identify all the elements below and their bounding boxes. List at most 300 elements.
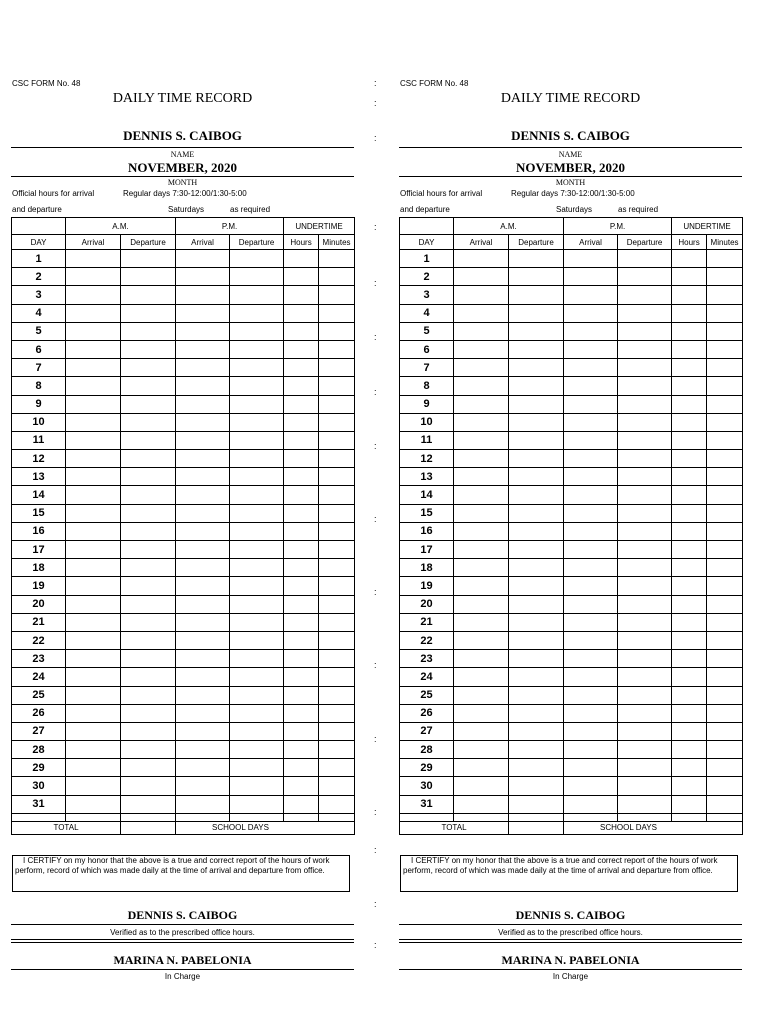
am-departure-cell[interactable] bbox=[509, 268, 564, 286]
undertime-hours-cell[interactable] bbox=[284, 377, 319, 395]
pm-arrival-cell[interactable] bbox=[564, 359, 618, 377]
am-departure-cell[interactable] bbox=[121, 595, 176, 613]
am-departure-cell[interactable] bbox=[509, 359, 564, 377]
pm-arrival-cell[interactable] bbox=[564, 304, 618, 322]
pm-arrival-cell[interactable] bbox=[176, 722, 230, 740]
am-departure-cell[interactable] bbox=[121, 468, 176, 486]
pm-arrival-cell[interactable] bbox=[564, 395, 618, 413]
am-arrival-cell[interactable] bbox=[66, 577, 121, 595]
undertime-hours-cell[interactable] bbox=[672, 704, 707, 722]
pm-arrival-cell[interactable] bbox=[564, 377, 618, 395]
pm-arrival-cell[interactable] bbox=[176, 650, 230, 668]
am-arrival-cell[interactable] bbox=[454, 668, 509, 686]
undertime-minutes-cell[interactable] bbox=[707, 450, 743, 468]
pm-arrival-cell[interactable] bbox=[564, 340, 618, 358]
am-departure-cell[interactable] bbox=[509, 377, 564, 395]
undertime-minutes-cell[interactable] bbox=[319, 431, 355, 449]
am-arrival-cell[interactable] bbox=[454, 595, 509, 613]
pm-arrival-cell[interactable] bbox=[564, 322, 618, 340]
pm-arrival-cell[interactable] bbox=[176, 522, 230, 540]
am-departure-cell[interactable] bbox=[509, 413, 564, 431]
undertime-minutes-cell[interactable] bbox=[707, 541, 743, 559]
pm-arrival-cell[interactable] bbox=[176, 431, 230, 449]
undertime-hours-cell[interactable] bbox=[672, 359, 707, 377]
undertime-minutes-cell[interactable] bbox=[707, 577, 743, 595]
undertime-hours-cell[interactable] bbox=[284, 795, 319, 813]
undertime-minutes-cell[interactable] bbox=[319, 359, 355, 377]
pm-departure-cell[interactable] bbox=[230, 359, 284, 377]
am-departure-cell[interactable] bbox=[121, 413, 176, 431]
am-arrival-cell[interactable] bbox=[454, 777, 509, 795]
undertime-hours-cell[interactable] bbox=[672, 559, 707, 577]
undertime-minutes-cell[interactable] bbox=[707, 613, 743, 631]
pm-departure-cell[interactable] bbox=[230, 377, 284, 395]
undertime-hours-cell[interactable] bbox=[284, 504, 319, 522]
pm-arrival-cell[interactable] bbox=[176, 486, 230, 504]
am-arrival-cell[interactable] bbox=[454, 704, 509, 722]
am-departure-cell[interactable] bbox=[121, 541, 176, 559]
pm-arrival-cell[interactable] bbox=[176, 286, 230, 304]
pm-arrival-cell[interactable] bbox=[564, 613, 618, 631]
undertime-hours-cell[interactable] bbox=[672, 431, 707, 449]
pm-departure-cell[interactable] bbox=[230, 450, 284, 468]
undertime-minutes-cell[interactable] bbox=[319, 631, 355, 649]
am-arrival-cell[interactable] bbox=[454, 450, 509, 468]
undertime-hours-cell[interactable] bbox=[672, 250, 707, 268]
pm-departure-cell[interactable] bbox=[230, 340, 284, 358]
am-arrival-cell[interactable] bbox=[66, 304, 121, 322]
am-departure-cell[interactable] bbox=[121, 286, 176, 304]
am-departure-cell[interactable] bbox=[509, 559, 564, 577]
am-arrival-cell[interactable] bbox=[66, 486, 121, 504]
pm-departure-cell[interactable] bbox=[230, 668, 284, 686]
undertime-minutes-cell[interactable] bbox=[319, 795, 355, 813]
pm-departure-cell[interactable] bbox=[618, 631, 672, 649]
pm-departure-cell[interactable] bbox=[618, 486, 672, 504]
undertime-hours-cell[interactable] bbox=[672, 268, 707, 286]
am-arrival-cell[interactable] bbox=[454, 377, 509, 395]
am-arrival-cell[interactable] bbox=[454, 613, 509, 631]
undertime-hours-cell[interactable] bbox=[672, 450, 707, 468]
undertime-hours-cell[interactable] bbox=[672, 613, 707, 631]
undertime-hours-cell[interactable] bbox=[672, 413, 707, 431]
am-arrival-cell[interactable] bbox=[66, 777, 121, 795]
undertime-hours-cell[interactable] bbox=[284, 268, 319, 286]
am-departure-cell[interactable] bbox=[509, 668, 564, 686]
undertime-minutes-cell[interactable] bbox=[319, 486, 355, 504]
undertime-hours-cell[interactable] bbox=[672, 777, 707, 795]
undertime-hours-cell[interactable] bbox=[284, 431, 319, 449]
pm-arrival-cell[interactable] bbox=[564, 650, 618, 668]
undertime-minutes-cell[interactable] bbox=[319, 377, 355, 395]
am-arrival-cell[interactable] bbox=[66, 613, 121, 631]
pm-departure-cell[interactable] bbox=[618, 795, 672, 813]
undertime-hours-cell[interactable] bbox=[284, 650, 319, 668]
pm-arrival-cell[interactable] bbox=[564, 250, 618, 268]
am-departure-cell[interactable] bbox=[121, 304, 176, 322]
pm-departure-cell[interactable] bbox=[230, 413, 284, 431]
pm-arrival-cell[interactable] bbox=[176, 559, 230, 577]
pm-departure-cell[interactable] bbox=[230, 395, 284, 413]
undertime-minutes-cell[interactable] bbox=[319, 468, 355, 486]
am-departure-cell[interactable] bbox=[509, 431, 564, 449]
undertime-minutes-cell[interactable] bbox=[707, 359, 743, 377]
pm-departure-cell[interactable] bbox=[230, 704, 284, 722]
pm-departure-cell[interactable] bbox=[618, 704, 672, 722]
am-arrival-cell[interactable] bbox=[66, 395, 121, 413]
undertime-minutes-cell[interactable] bbox=[319, 286, 355, 304]
pm-arrival-cell[interactable] bbox=[176, 613, 230, 631]
pm-arrival-cell[interactable] bbox=[564, 268, 618, 286]
undertime-minutes-cell[interactable] bbox=[319, 395, 355, 413]
pm-departure-cell[interactable] bbox=[618, 541, 672, 559]
undertime-minutes-cell[interactable] bbox=[707, 322, 743, 340]
undertime-minutes-cell[interactable] bbox=[707, 631, 743, 649]
undertime-minutes-cell[interactable] bbox=[319, 322, 355, 340]
am-arrival-cell[interactable] bbox=[66, 759, 121, 777]
pm-arrival-cell[interactable] bbox=[176, 304, 230, 322]
undertime-hours-cell[interactable] bbox=[284, 595, 319, 613]
undertime-hours-cell[interactable] bbox=[672, 650, 707, 668]
undertime-hours-cell[interactable] bbox=[284, 468, 319, 486]
pm-departure-cell[interactable] bbox=[230, 486, 284, 504]
am-departure-cell[interactable] bbox=[509, 522, 564, 540]
pm-arrival-cell[interactable] bbox=[176, 595, 230, 613]
undertime-hours-cell[interactable] bbox=[672, 504, 707, 522]
undertime-hours-cell[interactable] bbox=[284, 759, 319, 777]
pm-arrival-cell[interactable] bbox=[564, 450, 618, 468]
am-departure-cell[interactable] bbox=[121, 741, 176, 759]
undertime-hours-cell[interactable] bbox=[284, 559, 319, 577]
pm-arrival-cell[interactable] bbox=[564, 504, 618, 522]
am-arrival-cell[interactable] bbox=[66, 559, 121, 577]
am-departure-cell[interactable] bbox=[509, 595, 564, 613]
pm-arrival-cell[interactable] bbox=[564, 468, 618, 486]
am-departure-cell[interactable] bbox=[121, 395, 176, 413]
pm-departure-cell[interactable] bbox=[230, 795, 284, 813]
am-arrival-cell[interactable] bbox=[66, 286, 121, 304]
am-arrival-cell[interactable] bbox=[66, 340, 121, 358]
undertime-minutes-cell[interactable] bbox=[319, 722, 355, 740]
pm-departure-cell[interactable] bbox=[230, 686, 284, 704]
am-arrival-cell[interactable] bbox=[66, 377, 121, 395]
am-departure-cell[interactable] bbox=[509, 450, 564, 468]
pm-arrival-cell[interactable] bbox=[176, 322, 230, 340]
am-departure-cell[interactable] bbox=[509, 741, 564, 759]
pm-arrival-cell[interactable] bbox=[564, 759, 618, 777]
undertime-hours-cell[interactable] bbox=[672, 377, 707, 395]
am-departure-cell[interactable] bbox=[509, 722, 564, 740]
undertime-hours-cell[interactable] bbox=[284, 322, 319, 340]
undertime-minutes-cell[interactable] bbox=[319, 741, 355, 759]
am-arrival-cell[interactable] bbox=[454, 413, 509, 431]
am-arrival-cell[interactable] bbox=[66, 741, 121, 759]
am-departure-cell[interactable] bbox=[509, 777, 564, 795]
am-departure-cell[interactable] bbox=[121, 504, 176, 522]
am-departure-cell[interactable] bbox=[121, 559, 176, 577]
pm-arrival-cell[interactable] bbox=[564, 686, 618, 704]
undertime-hours-cell[interactable] bbox=[284, 613, 319, 631]
am-departure-cell[interactable] bbox=[509, 704, 564, 722]
pm-departure-cell[interactable] bbox=[618, 304, 672, 322]
am-arrival-cell[interactable] bbox=[454, 322, 509, 340]
pm-departure-cell[interactable] bbox=[230, 522, 284, 540]
am-arrival-cell[interactable] bbox=[66, 650, 121, 668]
undertime-hours-cell[interactable] bbox=[672, 686, 707, 704]
undertime-minutes-cell[interactable] bbox=[707, 468, 743, 486]
undertime-minutes-cell[interactable] bbox=[707, 686, 743, 704]
pm-arrival-cell[interactable] bbox=[564, 595, 618, 613]
am-arrival-cell[interactable] bbox=[454, 650, 509, 668]
am-arrival-cell[interactable] bbox=[454, 304, 509, 322]
undertime-hours-cell[interactable] bbox=[284, 340, 319, 358]
pm-arrival-cell[interactable] bbox=[176, 268, 230, 286]
am-arrival-cell[interactable] bbox=[454, 250, 509, 268]
undertime-hours-cell[interactable] bbox=[672, 468, 707, 486]
undertime-hours-cell[interactable] bbox=[672, 322, 707, 340]
pm-arrival-cell[interactable] bbox=[176, 468, 230, 486]
am-arrival-cell[interactable] bbox=[66, 686, 121, 704]
undertime-hours-cell[interactable] bbox=[672, 759, 707, 777]
undertime-hours-cell[interactable] bbox=[672, 631, 707, 649]
pm-departure-cell[interactable] bbox=[618, 777, 672, 795]
am-departure-cell[interactable] bbox=[121, 359, 176, 377]
undertime-minutes-cell[interactable] bbox=[319, 268, 355, 286]
pm-arrival-cell[interactable] bbox=[176, 340, 230, 358]
pm-arrival-cell[interactable] bbox=[176, 504, 230, 522]
undertime-hours-cell[interactable] bbox=[284, 250, 319, 268]
undertime-minutes-cell[interactable] bbox=[707, 595, 743, 613]
pm-departure-cell[interactable] bbox=[618, 413, 672, 431]
undertime-hours-cell[interactable] bbox=[284, 304, 319, 322]
undertime-minutes-cell[interactable] bbox=[707, 286, 743, 304]
pm-arrival-cell[interactable] bbox=[564, 286, 618, 304]
undertime-hours-cell[interactable] bbox=[284, 722, 319, 740]
pm-departure-cell[interactable] bbox=[618, 250, 672, 268]
undertime-hours-cell[interactable] bbox=[672, 741, 707, 759]
undertime-minutes-cell[interactable] bbox=[707, 759, 743, 777]
undertime-minutes-cell[interactable] bbox=[319, 504, 355, 522]
pm-arrival-cell[interactable] bbox=[176, 413, 230, 431]
am-arrival-cell[interactable] bbox=[66, 450, 121, 468]
am-arrival-cell[interactable] bbox=[454, 795, 509, 813]
undertime-minutes-cell[interactable] bbox=[707, 704, 743, 722]
am-departure-cell[interactable] bbox=[121, 631, 176, 649]
am-arrival-cell[interactable] bbox=[66, 722, 121, 740]
undertime-hours-cell[interactable] bbox=[284, 286, 319, 304]
undertime-hours-cell[interactable] bbox=[284, 450, 319, 468]
undertime-minutes-cell[interactable] bbox=[707, 431, 743, 449]
undertime-hours-cell[interactable] bbox=[284, 359, 319, 377]
undertime-minutes-cell[interactable] bbox=[319, 595, 355, 613]
am-arrival-cell[interactable] bbox=[66, 268, 121, 286]
pm-departure-cell[interactable] bbox=[618, 395, 672, 413]
pm-departure-cell[interactable] bbox=[618, 668, 672, 686]
undertime-minutes-cell[interactable] bbox=[707, 250, 743, 268]
pm-arrival-cell[interactable] bbox=[564, 559, 618, 577]
pm-departure-cell[interactable] bbox=[618, 468, 672, 486]
am-departure-cell[interactable] bbox=[509, 322, 564, 340]
am-departure-cell[interactable] bbox=[509, 250, 564, 268]
pm-departure-cell[interactable] bbox=[230, 250, 284, 268]
pm-departure-cell[interactable] bbox=[618, 759, 672, 777]
undertime-minutes-cell[interactable] bbox=[319, 340, 355, 358]
pm-arrival-cell[interactable] bbox=[564, 704, 618, 722]
am-departure-cell[interactable] bbox=[121, 668, 176, 686]
pm-departure-cell[interactable] bbox=[230, 631, 284, 649]
undertime-hours-cell[interactable] bbox=[284, 395, 319, 413]
undertime-minutes-cell[interactable] bbox=[707, 268, 743, 286]
undertime-hours-cell[interactable] bbox=[284, 486, 319, 504]
undertime-minutes-cell[interactable] bbox=[707, 777, 743, 795]
pm-arrival-cell[interactable] bbox=[176, 541, 230, 559]
am-arrival-cell[interactable] bbox=[454, 686, 509, 704]
pm-departure-cell[interactable] bbox=[230, 722, 284, 740]
am-arrival-cell[interactable] bbox=[454, 577, 509, 595]
am-arrival-cell[interactable] bbox=[66, 631, 121, 649]
undertime-minutes-cell[interactable] bbox=[319, 686, 355, 704]
am-arrival-cell[interactable] bbox=[66, 504, 121, 522]
undertime-hours-cell[interactable] bbox=[672, 522, 707, 540]
am-departure-cell[interactable] bbox=[509, 486, 564, 504]
undertime-minutes-cell[interactable] bbox=[319, 541, 355, 559]
am-departure-cell[interactable] bbox=[509, 340, 564, 358]
undertime-minutes-cell[interactable] bbox=[319, 250, 355, 268]
pm-arrival-cell[interactable] bbox=[176, 668, 230, 686]
undertime-minutes-cell[interactable] bbox=[707, 413, 743, 431]
undertime-minutes-cell[interactable] bbox=[319, 613, 355, 631]
undertime-hours-cell[interactable] bbox=[284, 522, 319, 540]
undertime-hours-cell[interactable] bbox=[672, 304, 707, 322]
pm-arrival-cell[interactable] bbox=[564, 741, 618, 759]
am-arrival-cell[interactable] bbox=[454, 559, 509, 577]
pm-departure-cell[interactable] bbox=[618, 377, 672, 395]
pm-arrival-cell[interactable] bbox=[176, 759, 230, 777]
pm-arrival-cell[interactable] bbox=[564, 722, 618, 740]
pm-departure-cell[interactable] bbox=[230, 504, 284, 522]
undertime-minutes-cell[interactable] bbox=[707, 795, 743, 813]
undertime-hours-cell[interactable] bbox=[284, 413, 319, 431]
am-departure-cell[interactable] bbox=[509, 286, 564, 304]
pm-arrival-cell[interactable] bbox=[176, 704, 230, 722]
undertime-minutes-cell[interactable] bbox=[707, 504, 743, 522]
undertime-hours-cell[interactable] bbox=[284, 704, 319, 722]
undertime-minutes-cell[interactable] bbox=[707, 722, 743, 740]
undertime-minutes-cell[interactable] bbox=[707, 559, 743, 577]
undertime-hours-cell[interactable] bbox=[284, 668, 319, 686]
pm-departure-cell[interactable] bbox=[618, 322, 672, 340]
pm-arrival-cell[interactable] bbox=[176, 377, 230, 395]
am-arrival-cell[interactable] bbox=[66, 795, 121, 813]
undertime-hours-cell[interactable] bbox=[284, 777, 319, 795]
undertime-hours-cell[interactable] bbox=[672, 395, 707, 413]
pm-departure-cell[interactable] bbox=[618, 613, 672, 631]
am-departure-cell[interactable] bbox=[121, 340, 176, 358]
am-departure-cell[interactable] bbox=[121, 722, 176, 740]
pm-departure-cell[interactable] bbox=[230, 759, 284, 777]
pm-arrival-cell[interactable] bbox=[564, 795, 618, 813]
am-departure-cell[interactable] bbox=[121, 431, 176, 449]
pm-departure-cell[interactable] bbox=[618, 450, 672, 468]
am-arrival-cell[interactable] bbox=[66, 595, 121, 613]
am-departure-cell[interactable] bbox=[509, 577, 564, 595]
am-departure-cell[interactable] bbox=[121, 759, 176, 777]
am-departure-cell[interactable] bbox=[121, 686, 176, 704]
pm-departure-cell[interactable] bbox=[230, 541, 284, 559]
pm-departure-cell[interactable] bbox=[230, 577, 284, 595]
am-arrival-cell[interactable] bbox=[454, 631, 509, 649]
pm-departure-cell[interactable] bbox=[618, 686, 672, 704]
undertime-hours-cell[interactable] bbox=[284, 631, 319, 649]
undertime-minutes-cell[interactable] bbox=[319, 577, 355, 595]
am-departure-cell[interactable] bbox=[509, 304, 564, 322]
am-arrival-cell[interactable] bbox=[454, 486, 509, 504]
pm-departure-cell[interactable] bbox=[230, 268, 284, 286]
undertime-minutes-cell[interactable] bbox=[319, 759, 355, 777]
pm-arrival-cell[interactable] bbox=[564, 631, 618, 649]
pm-departure-cell[interactable] bbox=[618, 504, 672, 522]
pm-arrival-cell[interactable] bbox=[176, 359, 230, 377]
undertime-hours-cell[interactable] bbox=[284, 686, 319, 704]
pm-departure-cell[interactable] bbox=[230, 322, 284, 340]
undertime-hours-cell[interactable] bbox=[672, 541, 707, 559]
am-arrival-cell[interactable] bbox=[454, 286, 509, 304]
am-arrival-cell[interactable] bbox=[454, 722, 509, 740]
undertime-minutes-cell[interactable] bbox=[319, 522, 355, 540]
undertime-minutes-cell[interactable] bbox=[707, 377, 743, 395]
undertime-hours-cell[interactable] bbox=[672, 668, 707, 686]
pm-arrival-cell[interactable] bbox=[176, 795, 230, 813]
pm-arrival-cell[interactable] bbox=[176, 631, 230, 649]
undertime-minutes-cell[interactable] bbox=[707, 395, 743, 413]
undertime-minutes-cell[interactable] bbox=[319, 304, 355, 322]
undertime-hours-cell[interactable] bbox=[284, 577, 319, 595]
pm-arrival-cell[interactable] bbox=[176, 450, 230, 468]
pm-arrival-cell[interactable] bbox=[564, 522, 618, 540]
undertime-minutes-cell[interactable] bbox=[707, 741, 743, 759]
am-arrival-cell[interactable] bbox=[66, 668, 121, 686]
pm-departure-cell[interactable] bbox=[618, 340, 672, 358]
am-arrival-cell[interactable] bbox=[66, 322, 121, 340]
undertime-hours-cell[interactable] bbox=[672, 795, 707, 813]
am-arrival-cell[interactable] bbox=[66, 250, 121, 268]
undertime-minutes-cell[interactable] bbox=[707, 668, 743, 686]
am-departure-cell[interactable] bbox=[121, 377, 176, 395]
pm-arrival-cell[interactable] bbox=[176, 741, 230, 759]
am-arrival-cell[interactable] bbox=[454, 541, 509, 559]
am-departure-cell[interactable] bbox=[121, 795, 176, 813]
undertime-hours-cell[interactable] bbox=[672, 340, 707, 358]
undertime-hours-cell[interactable] bbox=[672, 595, 707, 613]
undertime-minutes-cell[interactable] bbox=[707, 650, 743, 668]
pm-departure-cell[interactable] bbox=[230, 431, 284, 449]
am-arrival-cell[interactable] bbox=[454, 759, 509, 777]
am-arrival-cell[interactable] bbox=[454, 522, 509, 540]
pm-departure-cell[interactable] bbox=[618, 722, 672, 740]
pm-arrival-cell[interactable] bbox=[564, 777, 618, 795]
undertime-hours-cell[interactable] bbox=[284, 741, 319, 759]
am-departure-cell[interactable] bbox=[509, 650, 564, 668]
am-departure-cell[interactable] bbox=[121, 777, 176, 795]
pm-departure-cell[interactable] bbox=[618, 431, 672, 449]
am-arrival-cell[interactable] bbox=[66, 522, 121, 540]
am-arrival-cell[interactable] bbox=[66, 468, 121, 486]
undertime-minutes-cell[interactable] bbox=[319, 559, 355, 577]
pm-arrival-cell[interactable] bbox=[564, 541, 618, 559]
am-departure-cell[interactable] bbox=[121, 577, 176, 595]
am-arrival-cell[interactable] bbox=[454, 340, 509, 358]
pm-departure-cell[interactable] bbox=[618, 522, 672, 540]
